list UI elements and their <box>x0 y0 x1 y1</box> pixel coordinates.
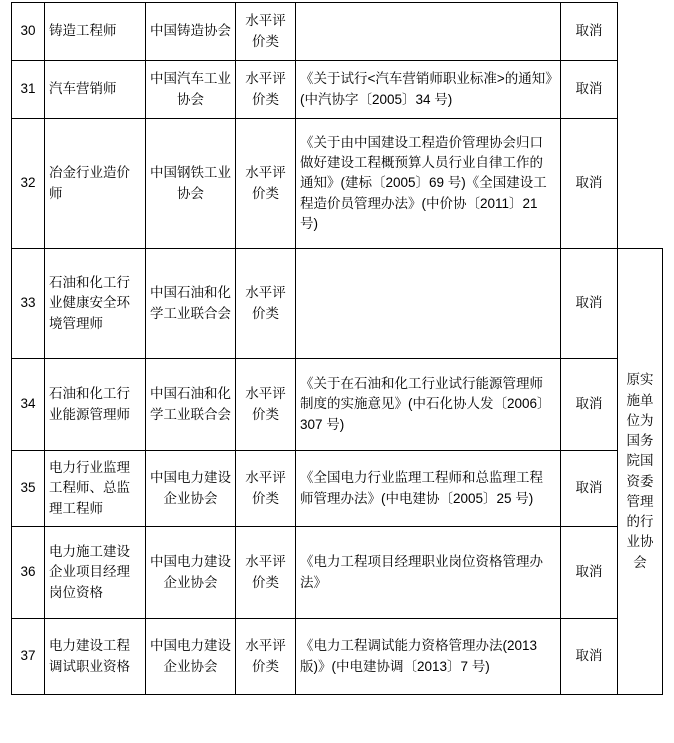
qualification-type: 水平评价类 <box>236 359 296 451</box>
qualification-type: 水平评价类 <box>236 527 296 619</box>
note-spacer-top <box>618 119 663 249</box>
qualification-name: 冶金行业造价师 <box>45 119 146 249</box>
action-label: 取消 <box>561 3 618 61</box>
note-spacer-top <box>618 61 663 119</box>
row-number: 35 <box>12 451 45 527</box>
basis-document: 《关于试行<汽车营销师职业标准>的通知》(中汽协字〔2005〕34 号) <box>296 61 561 119</box>
basis-document: 《关于由中国建设工程造价管理协会归口做好建设工程概预算人员行业自律工作的通知》(建标〔2005〕69 号)《全国建设工程造价员管理办法》(中价协〔2011〕21 号) <box>296 119 561 249</box>
row-number: 31 <box>12 61 45 119</box>
action-label: 取消 <box>561 359 618 451</box>
qualification-type: 水平评价类 <box>236 619 296 695</box>
action-label: 取消 <box>561 527 618 619</box>
qualification-type: 水平评价类 <box>236 119 296 249</box>
table-row <box>12 451 663 527</box>
merged-note-cell: 原实施单位为国务院国资委管理的行业协会 <box>618 249 663 695</box>
qualification-type: 水平评价类 <box>236 3 296 61</box>
row-number: 30 <box>12 3 45 61</box>
qualification-name: 汽车营销师 <box>45 61 146 119</box>
row-number: 32 <box>12 119 45 249</box>
table-row <box>12 3 663 61</box>
table-row <box>12 119 663 249</box>
qualification-name: 电力行业监理工程师、总监理工程师 <box>45 451 146 527</box>
basis-document: 《全国电力行业监理工程师和总监理工程师管理办法》(中电建协〔2005〕25 号) <box>296 451 561 527</box>
row-number: 36 <box>12 527 45 619</box>
table-row <box>12 619 663 695</box>
action-label: 取消 <box>561 619 618 695</box>
action-label: 取消 <box>561 249 618 359</box>
action-label: 取消 <box>561 119 618 249</box>
table-row <box>12 527 663 619</box>
action-label: 取消 <box>561 451 618 527</box>
document-page <box>0 2 674 743</box>
row-number: 34 <box>12 359 45 451</box>
row-number: 37 <box>12 619 45 695</box>
basis-document: 《电力工程项目经理职业岗位资格管理办法》 <box>296 527 561 619</box>
note-spacer-top <box>618 3 663 61</box>
row-number: 33 <box>12 249 45 359</box>
table-row <box>12 61 663 119</box>
table-row <box>12 249 663 359</box>
implementing-org: 中国石油和化学工业联合会 <box>146 359 236 451</box>
implementing-org: 中国电力建设企业协会 <box>146 527 236 619</box>
implementing-org: 中国电力建设企业协会 <box>146 451 236 527</box>
qualification-table <box>11 2 663 695</box>
implementing-org: 中国钢铁工业协会 <box>146 119 236 249</box>
action-label: 取消 <box>561 61 618 119</box>
qualification-name: 电力建设工程调试职业资格 <box>45 619 146 695</box>
implementing-org: 中国汽车工业协会 <box>146 61 236 119</box>
qualification-name: 石油和化工行业健康安全环境管理师 <box>45 249 146 359</box>
basis-document <box>296 249 561 359</box>
qualification-type: 水平评价类 <box>236 61 296 119</box>
qualification-name: 电力施工建设企业项目经理岗位资格 <box>45 527 146 619</box>
implementing-org: 中国铸造协会 <box>146 3 236 61</box>
qualification-name: 石油和化工行业能源管理师 <box>45 359 146 451</box>
table-row <box>12 359 663 451</box>
qualification-name: 铸造工程师 <box>45 3 146 61</box>
implementing-org: 中国石油和化学工业联合会 <box>146 249 236 359</box>
basis-document <box>296 3 561 61</box>
basis-document: 《电力工程调试能力资格管理办法(2013 版)》(中电建协调〔2013〕7 号) <box>296 619 561 695</box>
basis-document: 《关于在石油和化工行业试行能源管理师制度的实施意见》(中石化协人发〔2006〕307 号) <box>296 359 561 451</box>
implementing-org: 中国电力建设企业协会 <box>146 619 236 695</box>
qualification-type: 水平评价类 <box>236 249 296 359</box>
qualification-type: 水平评价类 <box>236 451 296 527</box>
